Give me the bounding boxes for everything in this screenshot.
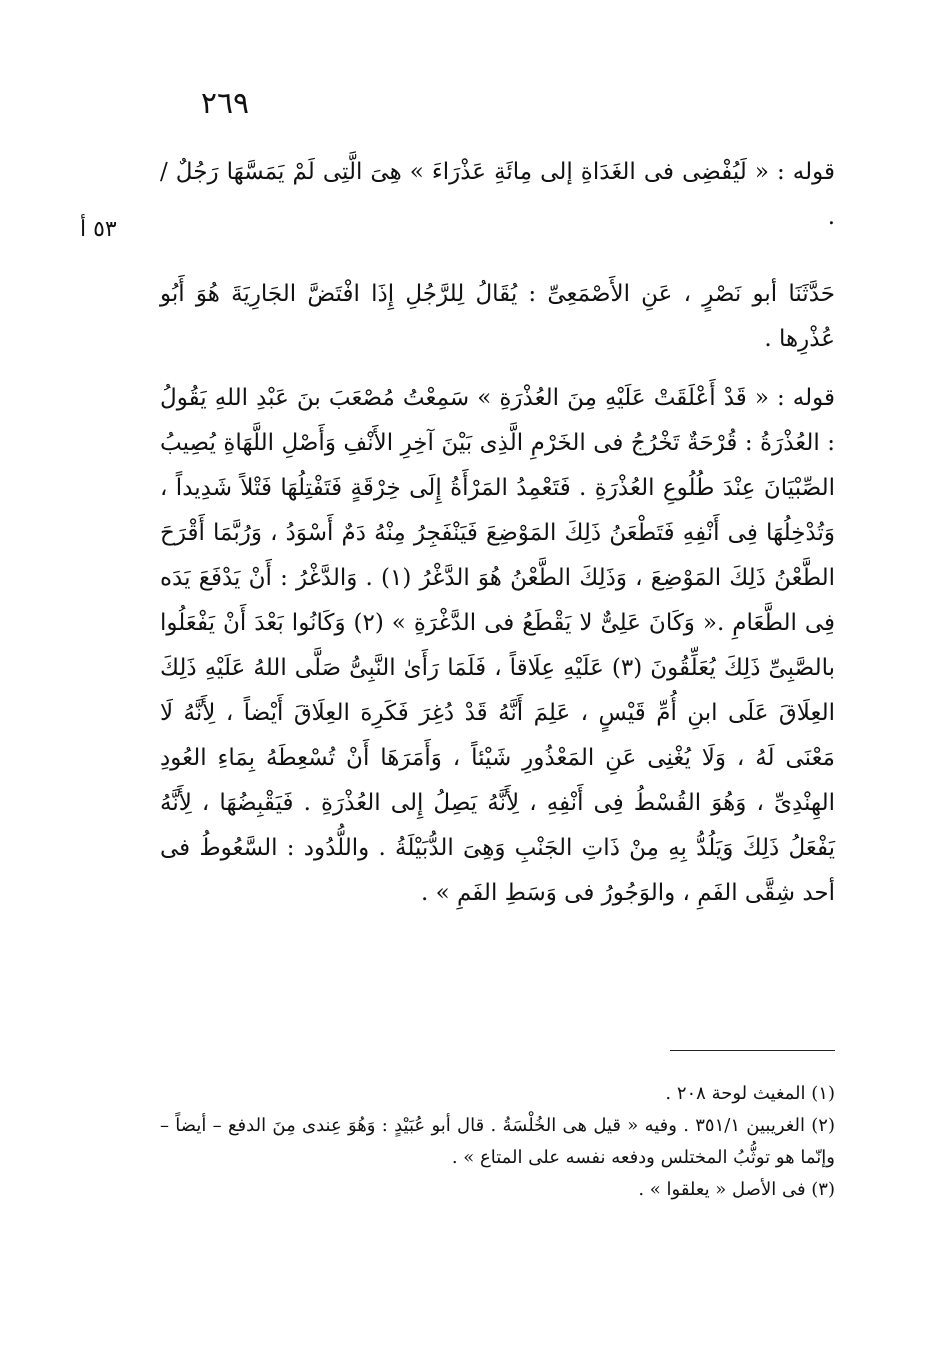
paragraph-1: قوله : « لَيُفْضِى فى الغَدَاةِ إلى مِائَةِ عَذْرَاءَ » هِىَ الَّتِى لَمْ يَمَسَّهَا رَجُلٌ / .	[160, 159, 835, 230]
paragraph-3: قوله : « قَدْ أَعْلَقَتْ عَلَيْهِ مِنَ العُذْرَةِ » سَمِعْتُ مُصْعَبَ بنَ عَبْدِ اللهِ يَقُولُ : العُذْرَةُ : قُرْحَةٌ تَخْرُجُ فى الخَرْمِ الَّذِى بَيْنَ آخِرِ الأَنْفِ وَأَصْلِ اللَّهَاةِ يُصِيبُ الصِّبْيَانَ عِنْدَ طُلُوعِ العُذْرَةِ . فَتَعْمِدُ المَرْأَةُ إِلَى خِرْقَةٍ فَتَفْتِلُهَا فَتْلاً شَدِيداً ، وَتُدْخِلُهَا فِى أَنْفِهِ فَتَطْعَنُ ذَلِكَ المَوْضِعَ فَيَنْفَجِرُ مِنْهُ دَمٌ أَسْوَدُ ، وَرُبَّمَا أَقْرَحَ الطَّعْنُ ذَلِكَ المَوْضِعَ ، وَذَلِكَ الطَّعْنُ هُوَ الدَّغْرُ (١) . وَالدَّغْرُ : أَنْ يَدْفَعَ يَدَه فِى الطَّعَامِ .« وَكَانَ عَلِىٌّ لا يَقْطَعُ فى الدَّغْرَةِ » (٢) وَكَانُوا بَعْدَ أَنْ يَفْعَلُوا بالصَّبِىِّ ذَلِكَ يُعَلِّقُونَ (٣) عَلَيْهِ عِلَاقاً ، فَلَمَا رَأَىٰ النَّبِىُّ صَلَّى اللهُ عَلَيْهِ ذَلِكَ العِلَاقَ عَلَى ابنِ أُمِّ قَيْسٍ ، عَلِمَ أَنَّهُ قَدْ دُغِرَ فَكَرِهَ العِلَاقَ أَيْضاً ، لِأَنَّهُ لَا مَعْنَى لَهُ ، وَلَا يُغْنِى عَنِ المَعْذُورِ شَيْئاً ، وَأَمَرَهَا أَنْ تُسْعِطَهُ بِمَاءِ العُودِ الهِنْدِىِّ ، وَهُوَ القُسْطُ فِى أَنْفِهِ ، لِأَنَّهُ يَصِلُ إِلى العُذْرَةِ . فَيَقْبِضُهَا ، لِأَنَّهُ يَفْعَلُ ذَلِكَ وَيَلُدُّ بِهِ مِنْ ذَاتِ الجَنْبِ وَهِىَ الدُّبَيْلَةُ . واللُّدُود : السَّعُوطُ فى أحد شِقَّى الفَمِ ، والوَجُورُ فى وَسَطِ الفَمِ » .	[160, 385, 835, 906]
footnote-3: (٣) فى الأصل « يعلقوا » .	[638, 1179, 835, 1200]
footnote-1: (١) المغيث لوحة ٢٠٨ .	[665, 1083, 835, 1104]
page-number: ٢٦٩	[200, 86, 250, 121]
footnote-separator	[670, 1050, 835, 1051]
paragraph-2: حَدَّثَنَا أبو نَصْرٍ ، عَنِ الأَصْمَعِىِّ : يُقَالُ لِلرَّجُلِ إِذَا افْتَضَّ الجَارِيَةَ هُوَ أَبُو عُذْرِها .	[160, 281, 835, 352]
margin-folio-note: ٥٣ أ	[80, 217, 117, 242]
footnotes	[160, 1078, 835, 1206]
footnote-2: (٢) الغريبين ٣٥١/١ . وفيه « قيل هى الخُلْسَةُ . قال أبو عُبَيْدٍ : وَهُوَ عِندى مِنَ الدفع – أيضاً – وإنّما هو توثُّبُ المختلس ودفعه نفسه على المتاع » .	[160, 1115, 835, 1168]
